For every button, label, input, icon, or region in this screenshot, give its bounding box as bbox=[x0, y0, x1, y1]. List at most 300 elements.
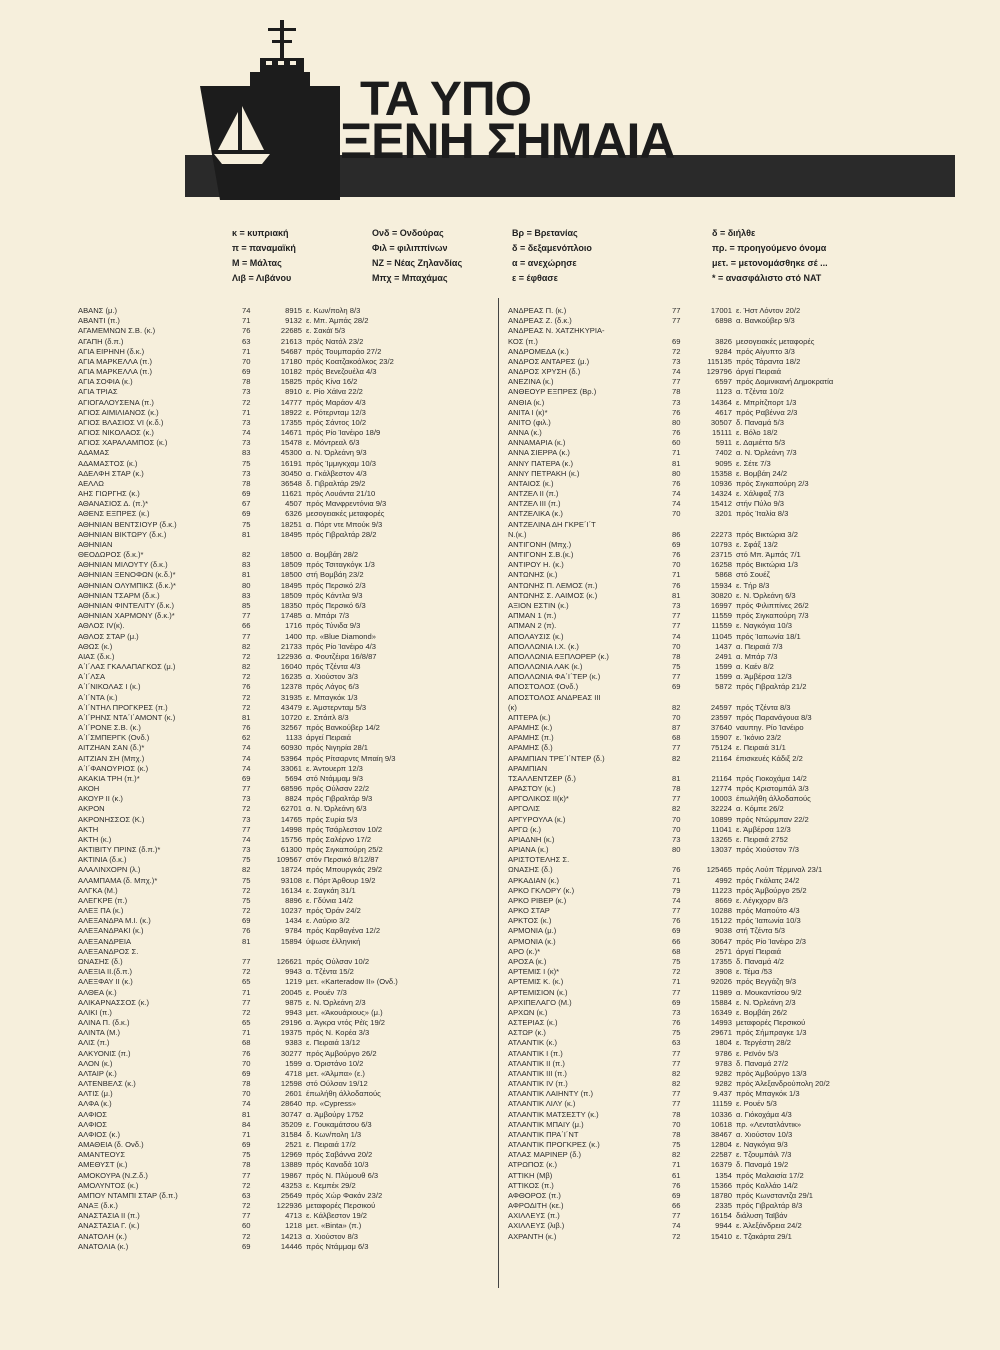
tonnage: 18724 bbox=[280, 865, 302, 875]
tonnage: 29671 bbox=[710, 1028, 732, 1038]
status: πρός Μαπούτο 4/3 bbox=[736, 906, 800, 916]
build-year: 76 bbox=[672, 1180, 681, 1190]
build-year: 73 bbox=[242, 468, 251, 478]
status: α. Όριστάνο 10/2 bbox=[306, 1058, 364, 1068]
tonnage: 9943 bbox=[285, 967, 302, 977]
status: ε. Κάλβεστον 19/2 bbox=[306, 1211, 368, 1221]
ship-name: ΑΠΟΛΛΩΝΙΑ Ι.Χ. (κ.) bbox=[508, 641, 579, 651]
tonnage: 4718 bbox=[285, 1068, 302, 1078]
status: ε. Τζακάρτα 29/1 bbox=[736, 1231, 792, 1241]
tonnage: 21164 bbox=[711, 773, 732, 783]
build-year: 77 bbox=[672, 316, 681, 326]
build-year: 69 bbox=[672, 926, 681, 936]
legend-item: ΝΖ = Νέας Ζηλανδίας bbox=[372, 258, 463, 268]
tonnage: 17355 bbox=[280, 417, 302, 427]
ship-row bbox=[78, 530, 508, 540]
tonnage: 36548 bbox=[280, 478, 302, 488]
build-year: 77 bbox=[672, 377, 681, 387]
ship-name: ΑΡΤΕΜΙΣ Κ. (κ.) bbox=[508, 977, 564, 987]
ship-row bbox=[78, 652, 508, 662]
ship-row bbox=[78, 581, 508, 591]
ship-name: ΑΤΛΑΝΤΙΚ ΠΡΑ΄Ι΄ΝΤ bbox=[508, 1129, 579, 1139]
status: α. Γιόκοχάμα 4/3 bbox=[736, 1109, 792, 1119]
build-year: 82 bbox=[242, 550, 251, 560]
build-year: 77 bbox=[242, 997, 251, 1007]
tonnage: 10237 bbox=[280, 906, 302, 916]
tonnage: 15756 bbox=[280, 834, 302, 844]
tonnage: 35209 bbox=[280, 1119, 302, 1129]
tonnage: 38467 bbox=[710, 1129, 732, 1139]
tonnage: 14324 bbox=[710, 489, 732, 499]
ship-name: ΑΛΑΛΙΝΧΟΡΝ (λ.) bbox=[78, 865, 141, 875]
build-year: 61 bbox=[672, 1170, 681, 1180]
build-year: 69 bbox=[242, 1140, 251, 1150]
build-year: 73 bbox=[242, 814, 251, 824]
ship-name: ΑΜΕΘΥΣΤ (κ.) bbox=[78, 1160, 128, 1170]
ship-row bbox=[508, 1160, 938, 1170]
ship-name: ΑΝΔΡΕΑΣ Π. (κ.) bbox=[508, 306, 567, 315]
build-year: 72 bbox=[242, 885, 251, 895]
ship-row bbox=[508, 377, 938, 387]
build-year: 77 bbox=[672, 1089, 681, 1099]
ship-name: ΑΡΑΜΠΙΑΝ bbox=[508, 763, 548, 773]
ship-row bbox=[508, 1232, 938, 1242]
ship-row bbox=[78, 784, 508, 794]
tonnage: 30747 bbox=[280, 1109, 302, 1119]
build-year: 76 bbox=[242, 682, 251, 692]
ship-name: ΑΝΤΑΙΟΣ (κ.) bbox=[508, 478, 554, 488]
status: ε. Κεμπέκ 29/2 bbox=[306, 1180, 356, 1190]
ship-row bbox=[78, 957, 508, 967]
tonnage: 1400 bbox=[285, 631, 302, 641]
status: ε. Ρίο Χάϊνα 22/2 bbox=[306, 387, 363, 397]
build-year: 77 bbox=[672, 621, 681, 631]
ship-name: ΑΚΤΙΒΙΤΥ ΠΡΙΝΣ (δ.π.)* bbox=[78, 845, 161, 855]
tonnage: 33061 bbox=[280, 763, 302, 773]
ship-name: ΑΛΕΞΙΑ ΙΙ.(δ.π.) bbox=[78, 967, 133, 977]
tonnage: 31935 bbox=[280, 692, 302, 702]
build-year: 77 bbox=[672, 1211, 681, 1221]
ship-row bbox=[508, 713, 938, 723]
ship-row bbox=[508, 1120, 938, 1130]
tonnage: 5911 bbox=[715, 438, 732, 448]
build-year: 70 bbox=[672, 814, 681, 824]
tonnage: 2335 bbox=[715, 1201, 732, 1211]
build-year: 76 bbox=[672, 865, 681, 875]
status: ε. Σακάϊ 5/3 bbox=[306, 326, 346, 336]
ship-row bbox=[508, 306, 938, 316]
tonnage: 1123 bbox=[715, 387, 732, 397]
status: ύψωσε έλληνική bbox=[306, 936, 361, 946]
ship-row bbox=[508, 530, 938, 540]
ship-row bbox=[78, 967, 508, 977]
status: ε. Ίκόνιο 23/2 bbox=[736, 733, 782, 743]
page-title-line1: ΤΑ ΥΠΟ bbox=[360, 73, 531, 126]
build-year: 71 bbox=[242, 1028, 251, 1038]
tonnage: 18780 bbox=[710, 1190, 732, 1200]
ship-row bbox=[508, 1181, 938, 1191]
status: ε. Σφάξ 13/2 bbox=[736, 539, 778, 549]
ship-name: ΑΛΤΑΙΡ (κ.) bbox=[78, 1068, 117, 1078]
build-year: 75 bbox=[672, 1028, 681, 1038]
ship-row bbox=[78, 804, 508, 814]
tonnage: 15410 bbox=[710, 1231, 732, 1241]
status: ε. Βόλο 18/2 bbox=[736, 428, 778, 438]
ship-row bbox=[508, 784, 938, 794]
status: πρ. «Λεντατλάντικ» bbox=[736, 1119, 802, 1129]
status: ε. Γδύνια 14/2 bbox=[306, 895, 353, 905]
legend-item: κ = κυπριακή bbox=[232, 228, 289, 238]
status: μετ. «Binta» (π.) bbox=[306, 1221, 362, 1231]
tonnage: 1434 bbox=[285, 916, 302, 926]
ship-name: ΑΛΙΣ (π.) bbox=[78, 1038, 110, 1048]
build-year: 72 bbox=[672, 346, 681, 356]
tonnage: 12969 bbox=[280, 1150, 302, 1160]
tonnage: 115135 bbox=[707, 356, 732, 366]
status: α. Βανκούβερ 9/3 bbox=[736, 316, 795, 326]
tonnage: 29196 bbox=[280, 1018, 302, 1028]
status: ε. Βομβάη 26/2 bbox=[736, 1007, 788, 1017]
ship-row bbox=[78, 1242, 508, 1252]
ship-name: Α΄Ι΄ΛΣΑ bbox=[78, 672, 106, 682]
ship-name: ΑΛΑΜΠΑΜΑ (δ. Μπχ.)* bbox=[78, 875, 158, 885]
ship-name: ΑΝΤΖΕΛΙΚΑ (κ.) bbox=[508, 509, 563, 519]
ship-row bbox=[508, 550, 938, 560]
ship-name: ΑΠΟΛΑΥΣΙΣ (κ.) bbox=[508, 631, 564, 641]
status: ε. Μπ. Άμπάς 28/2 bbox=[306, 316, 369, 326]
ship-row bbox=[78, 550, 508, 560]
ship-row bbox=[508, 398, 938, 408]
tonnage: 15412 bbox=[710, 499, 732, 509]
ship-row bbox=[78, 916, 508, 926]
tonnage: 8915 bbox=[285, 306, 302, 315]
build-year: 83 bbox=[242, 560, 251, 570]
status: ε. Ρουέν 5/3 bbox=[736, 1099, 777, 1109]
build-year: 87 bbox=[672, 723, 681, 733]
status: στό Σουέζ bbox=[736, 570, 770, 580]
ship-row bbox=[508, 387, 938, 397]
status: πρός Μαλαισία 17/2 bbox=[736, 1170, 804, 1180]
ship-list-right bbox=[508, 306, 938, 1242]
ship-row bbox=[508, 1028, 938, 1038]
status: στό Ντάμμαμ 9/3 bbox=[306, 773, 363, 783]
ship-name: Α΄Ι΄ΡΟΝΕ Σ.Β. (κ.) bbox=[78, 723, 141, 733]
ship-name: Α΄Ι΄ΡΗΝΣ ΝΤΑ΄Ι΄ΑΜΟΝΤ (κ.) bbox=[78, 712, 176, 722]
tonnage: 9038 bbox=[715, 926, 732, 936]
ship-row bbox=[78, 316, 508, 326]
build-year: 69 bbox=[242, 367, 251, 377]
build-year: 81 bbox=[242, 936, 251, 946]
ship-name: ΑΠΟΛΛΩΝΙΑ ΦΑ΄Ι΄ΤΕΡ (κ.) bbox=[508, 672, 601, 682]
tonnage: 9095 bbox=[715, 458, 732, 468]
ship-row bbox=[78, 469, 508, 479]
ship-row bbox=[78, 896, 508, 906]
status: πρός Ρίο Ίανέιρο 18/9 bbox=[306, 428, 381, 438]
tonnage: 17180 bbox=[280, 356, 302, 366]
status: πρός Σιγκαπούρη 25/2 bbox=[306, 845, 383, 855]
tonnage: 1804 bbox=[715, 1038, 732, 1048]
ship-name: ΑΓΑΜΕΜΝΩΝ Σ.Β. (κ.) bbox=[78, 326, 156, 336]
tonnage: 11045 bbox=[711, 631, 732, 641]
build-year: 78 bbox=[672, 784, 681, 794]
ship-row bbox=[508, 621, 938, 631]
ship-name: ΑΛΦΙΟΣ bbox=[78, 1109, 107, 1119]
ship-name: ΩΝΑΣΗΣ (δ.) bbox=[508, 865, 553, 875]
build-year: 75 bbox=[672, 662, 681, 672]
status: πρός Βικτώρια 3/2 bbox=[736, 529, 798, 539]
ship-row bbox=[508, 764, 938, 774]
ship-name: ΑΝΑΤΟΛΗ (κ.) bbox=[78, 1231, 127, 1241]
build-year: 70 bbox=[672, 509, 681, 519]
ship-row bbox=[78, 1038, 508, 1048]
status: α. Πόρτ ντε Μπούκ 9/3 bbox=[306, 519, 383, 529]
ship-row bbox=[78, 601, 508, 611]
ship-row bbox=[78, 428, 508, 438]
build-year: 70 bbox=[672, 824, 681, 834]
status: πρός Δομινικανή Δημοκρατία bbox=[736, 377, 834, 387]
ship-name: ΑΡΓΟΛΙΣ bbox=[508, 804, 540, 814]
ship-name: ΑΚΤΗ bbox=[78, 824, 99, 834]
tonnage: 9786 bbox=[715, 1048, 732, 1058]
tonnage: 10336 bbox=[710, 1109, 732, 1119]
status: πρός Κοατζακοάλκος 23/2 bbox=[306, 356, 394, 366]
ship-row bbox=[78, 1069, 508, 1079]
status: α. Ν. Όρλεάνη 7/3 bbox=[736, 448, 797, 458]
status: πρός Τσιταγκόγκ 1/3 bbox=[306, 560, 375, 570]
status: α. Γκάλβεστον 4/3 bbox=[306, 468, 367, 478]
build-year: 66 bbox=[672, 1201, 681, 1211]
ship-name: ΑΛΕΞΑΝΔΡΟΣ Σ. bbox=[78, 946, 139, 956]
ship-row bbox=[508, 916, 938, 926]
status: πρός Τσάρλεστον 10/2 bbox=[306, 824, 383, 834]
build-year: 82 bbox=[672, 1150, 681, 1160]
tonnage: 12598 bbox=[280, 1079, 302, 1089]
ship-name: ΩΝΑΣΗΣ (δ.) bbox=[78, 957, 123, 966]
tonnage: 15934 bbox=[710, 580, 732, 590]
ship-name: ΑΝΝΑ ΣΙΕΡΡΑ (κ.) bbox=[508, 448, 570, 458]
build-year: 74 bbox=[672, 489, 681, 499]
ship-row bbox=[78, 693, 508, 703]
status: ε. Σαγκάη 31/1 bbox=[306, 885, 356, 895]
tonnage: 4713 bbox=[285, 1211, 302, 1221]
status: α. Μπάρ 7/3 bbox=[736, 651, 778, 661]
build-year: 76 bbox=[672, 407, 681, 417]
ship-name: ΑΤΛΑΝΤΙΚ ΠΡΟΓΚΡΕΣ (κ.) bbox=[508, 1140, 600, 1150]
tonnage: 129796 bbox=[706, 367, 732, 377]
tonnage: 43479 bbox=[280, 702, 302, 712]
ship-name: ΑΛΓΚΑ (Μ.) bbox=[78, 885, 118, 895]
tonnage: 3826 bbox=[715, 336, 732, 346]
status: ε. Ρεϊνόν 5/3 bbox=[736, 1048, 779, 1058]
status: στό Ούλσαν 19/12 bbox=[306, 1079, 368, 1089]
ship-row bbox=[508, 367, 938, 377]
ship-name: ΑΠΟΛΛΩΝΙΑ ΕΞΠΛΟΡΕΡ (κ.) bbox=[508, 651, 609, 661]
tonnage: 11159 bbox=[712, 1099, 732, 1109]
status: πρός Κίνα 16/2 bbox=[306, 377, 358, 387]
ship-name: ΑΚΑΚΙΑ ΤΡΗ (π.)* bbox=[78, 773, 140, 783]
ship-name: ΑΛΚΥΟΝΙΣ (π.) bbox=[78, 1048, 131, 1058]
tonnage: 1716 bbox=[285, 621, 302, 631]
status: ε. Σπάιτλ 8/3 bbox=[306, 712, 349, 722]
ship-row bbox=[78, 560, 508, 570]
ship-name: ΑΜΠΟΥ ΝΤΑΜΠΙ ΣΤΑΡ (δ.π.) bbox=[78, 1190, 178, 1200]
status: πρός Σαβάννα 20/2 bbox=[306, 1150, 373, 1160]
ship-row bbox=[508, 418, 938, 428]
status: ε. Πόρτ Άρθουρ 19/2 bbox=[306, 875, 376, 885]
build-year: 77 bbox=[672, 611, 681, 621]
status: μεταφορές Περσικού bbox=[306, 1201, 376, 1211]
tonnage: 11041 bbox=[711, 824, 732, 834]
status: ε. Ναγκόγια 9/3 bbox=[736, 1140, 788, 1150]
status: μεσογειακές μεταφορές bbox=[736, 336, 815, 346]
legend-column-1 bbox=[232, 226, 296, 286]
status: πρός Μανφρεντόνια 9/3 bbox=[306, 499, 387, 509]
tonnage: 15111 bbox=[712, 428, 732, 438]
ship-name: ΑΝΔΡΕΑΣ Ν. ΧΑΤΖΗΚΥΡΙΑ- bbox=[508, 326, 605, 336]
tonnage: 21613 bbox=[280, 336, 302, 346]
ship-row bbox=[78, 672, 508, 682]
ship-row bbox=[508, 1191, 938, 1201]
build-year: 70 bbox=[672, 641, 681, 651]
build-year: 70 bbox=[242, 1058, 251, 1068]
status: ε. Άλεξάνδρεια 24/2 bbox=[736, 1221, 802, 1231]
ship-row bbox=[78, 499, 508, 509]
ship-row bbox=[78, 947, 508, 957]
status: α. Άγκρα ντός Ρέϊς 19/2 bbox=[306, 1018, 386, 1028]
ship-name: ΑΛΙΚΙ (π.) bbox=[78, 1007, 112, 1017]
tonnage: 30820 bbox=[710, 590, 732, 600]
tonnage: 109567 bbox=[276, 855, 302, 865]
ship-name: ΑΝΙΤΟ (φιλ.) bbox=[508, 417, 551, 427]
ship-name: ΑΤΛΑΝΤΙΚ (κ.) bbox=[508, 1038, 558, 1048]
build-year: 71 bbox=[672, 570, 681, 580]
ship-row bbox=[78, 733, 508, 743]
ship-name: ΑΛΤΕΝΒΕΛΣ (κ.) bbox=[78, 1079, 136, 1089]
ship-row bbox=[78, 825, 508, 835]
status: πρός Ίμμιγκχαμ 10/3 bbox=[306, 458, 376, 468]
tonnage: 18350 bbox=[280, 600, 302, 610]
build-year: 77 bbox=[672, 743, 681, 753]
build-year: 83 bbox=[242, 590, 251, 600]
build-year: 77 bbox=[672, 906, 681, 916]
build-year: 69 bbox=[242, 509, 251, 519]
ship-row bbox=[78, 754, 508, 764]
ship-name: ΑΛΤΙΣ (μ.) bbox=[78, 1089, 113, 1099]
tonnage: 11621 bbox=[281, 489, 302, 499]
status: πρός Μπουργκάς 29/2 bbox=[306, 865, 383, 875]
status: στό Μπ. Άμπάς 7/1 bbox=[736, 550, 801, 560]
tonnage: 13889 bbox=[280, 1160, 302, 1170]
tonnage: 3908 bbox=[715, 967, 732, 977]
status: α. Κόμπε 26/2 bbox=[736, 804, 784, 814]
ship-name: ΑΡΙΣΤΟΤΕΛΗΣ Σ. bbox=[508, 855, 570, 865]
status: πρός Περσικό 2/3 bbox=[306, 580, 366, 590]
tonnage: 16379 bbox=[710, 1160, 732, 1170]
status: ε. Ρότερνταμ 12/3 bbox=[306, 407, 366, 417]
ship-name: ΑΝΤΖΕΛ ΙΙ (π.) bbox=[508, 489, 559, 499]
tonnage: 18495 bbox=[280, 580, 302, 590]
build-year: 73 bbox=[672, 397, 681, 407]
tonnage: 14446 bbox=[280, 1241, 302, 1251]
build-year: 73 bbox=[242, 845, 251, 855]
ship-name: ΑΕΛΛΩ bbox=[78, 478, 104, 488]
ship-row bbox=[508, 733, 938, 743]
legend-column-4 bbox=[712, 226, 828, 286]
tonnage: 14765 bbox=[280, 814, 302, 824]
ship-name: ΑΡΧΩΝ (κ.) bbox=[508, 1007, 548, 1017]
tonnage: 14777 bbox=[280, 397, 302, 407]
ship-row bbox=[508, 906, 938, 916]
ship-name: ΑΡΙΑΔΝΗ (κ.) bbox=[508, 834, 555, 844]
ship-row bbox=[78, 398, 508, 408]
ship-name: ΑΤΛΑΝΤΙΚ ΜΑΤΣΕΣΤΥ (κ.) bbox=[508, 1109, 599, 1119]
ship-name: ΑΔΑΜΑΣΤΟΣ (κ.) bbox=[78, 458, 138, 468]
legend-item: Μ = Μάλτας bbox=[232, 258, 282, 268]
ship-name: ΑΓΙΟΣ ΝΙΚΟΛΑΟΣ (κ.) bbox=[78, 428, 154, 438]
status: ε. Λαύριο 3/2 bbox=[306, 916, 350, 926]
ship-row bbox=[78, 448, 508, 458]
ship-row bbox=[508, 1110, 938, 1120]
build-year: 70 bbox=[672, 560, 681, 570]
ship-name: ΑΝΤΙΓΟΝΗ (Μπχ.) bbox=[508, 539, 572, 549]
ship-row bbox=[78, 1049, 508, 1059]
ship-row bbox=[78, 306, 508, 316]
build-year: 78 bbox=[242, 1079, 251, 1089]
ship-row bbox=[78, 876, 508, 886]
ship-row bbox=[78, 1089, 508, 1099]
ship-row bbox=[78, 743, 508, 753]
build-year: 68 bbox=[672, 946, 681, 956]
status: ε. Ναγκόγια 10/3 bbox=[736, 621, 792, 631]
ship-name: ΑΦΘΟΡΟΣ (π.) bbox=[508, 1190, 561, 1200]
build-year: 80 bbox=[672, 845, 681, 855]
build-year: 72 bbox=[242, 397, 251, 407]
status: ε. Ρουέν 7/3 bbox=[306, 987, 347, 997]
tonnage: 3201 bbox=[715, 509, 732, 519]
ship-row bbox=[78, 1191, 508, 1201]
status: μεταφορές Περσικού bbox=[736, 1018, 806, 1028]
ship-name: ΑΚΟΗ bbox=[78, 784, 100, 794]
status: στή Τζέντα 5/3 bbox=[736, 926, 785, 936]
tonnage: 18509 bbox=[280, 590, 302, 600]
status: δ. Παναμά 5/3 bbox=[736, 417, 784, 427]
build-year: 66 bbox=[672, 936, 681, 946]
ship-row bbox=[78, 591, 508, 601]
ship-name: ΑΧΙΛΛΕΥΣ (λιβ.) bbox=[508, 1221, 565, 1231]
status: πρός Συρία 5/3 bbox=[306, 814, 358, 824]
legend-item: α = ανεχώρησε bbox=[512, 258, 577, 268]
tonnage: 15366 bbox=[710, 1180, 732, 1190]
build-year: 83 bbox=[242, 448, 251, 458]
build-year: 85 bbox=[242, 600, 251, 610]
build-year: 76 bbox=[242, 326, 251, 336]
status: ε. Ν. Όρλεάνη 6/3 bbox=[736, 590, 796, 600]
status: ε. Βομβάη 24/2 bbox=[736, 468, 788, 478]
ship-row bbox=[508, 337, 938, 347]
ship-row bbox=[78, 865, 508, 875]
build-year: 81 bbox=[672, 458, 681, 468]
ship-row bbox=[78, 1110, 508, 1120]
ship-name: ΑΤΡΩΠΟΣ (κ.) bbox=[508, 1160, 558, 1170]
ship-row bbox=[78, 347, 508, 357]
ship-row bbox=[78, 1140, 508, 1150]
ship-row bbox=[508, 642, 938, 652]
status: α. Τζέντα 15/2 bbox=[306, 967, 354, 977]
build-year: 74 bbox=[242, 428, 251, 438]
status: α. Ν. Όρλεάνη 9/3 bbox=[306, 448, 367, 458]
status: πρός Γιβραλτάρ 21/2 bbox=[736, 682, 807, 692]
status: πρός Όράν 24/2 bbox=[306, 906, 361, 916]
